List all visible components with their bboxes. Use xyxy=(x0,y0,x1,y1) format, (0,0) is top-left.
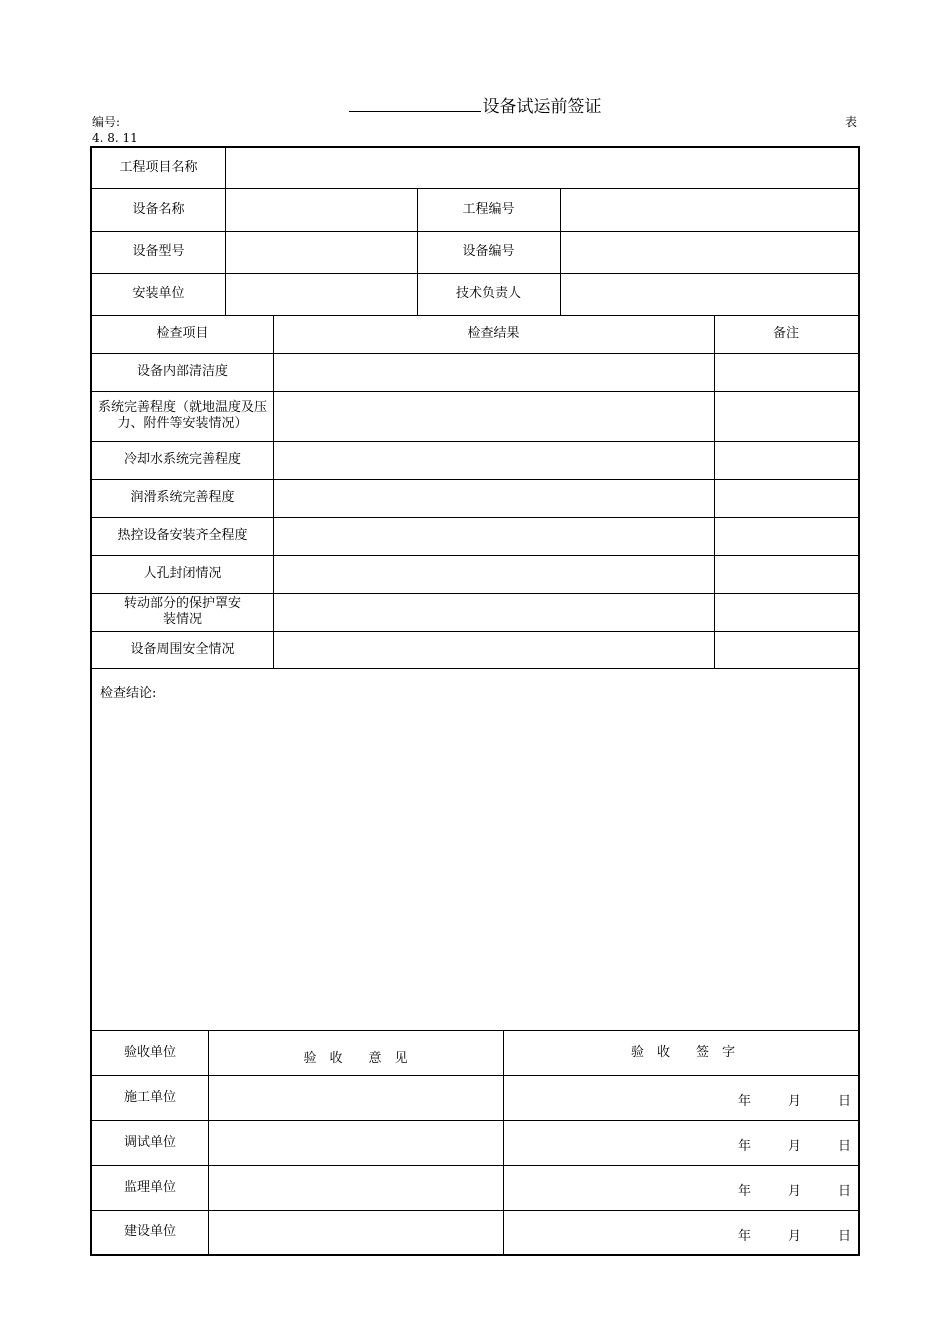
date-month: 月 xyxy=(788,1094,802,1109)
page-title xyxy=(0,92,950,117)
opinion-field[interactable] xyxy=(208,1210,503,1254)
project-number-field[interactable] xyxy=(560,188,858,231)
acceptance-unit-header: 验收单位 xyxy=(123,1044,176,1060)
date-day: 日 xyxy=(838,1094,852,1109)
check-item: 润滑系统完善程度 xyxy=(130,490,235,505)
date-year: 年 xyxy=(738,1184,752,1199)
equipment-name-label: 设备名称 xyxy=(132,201,185,217)
unit-commissioning: 调试单位 xyxy=(123,1134,176,1150)
conclusion-field[interactable] xyxy=(92,700,858,1025)
equipment-number-label: 设备编号 xyxy=(462,244,515,259)
date-day: 日 xyxy=(838,1139,852,1154)
check-item: 系统完善程度（就地温度及压力、附件等安装情况） xyxy=(98,400,268,431)
check-item: 人孔封闭情况 xyxy=(143,566,222,581)
check-item: 转动部分的保护罩安装情况 xyxy=(123,596,241,627)
install-unit-field[interactable] xyxy=(225,273,417,315)
date-year: 年 xyxy=(738,1229,752,1244)
unit-construction: 施工单位 xyxy=(123,1089,176,1105)
tech-leader-label: 技术负责人 xyxy=(455,286,521,301)
project-number-label: 工程编号 xyxy=(462,201,515,217)
col-check-result: 检查结果 xyxy=(467,326,520,341)
check-item: 设备周围安全情况 xyxy=(130,641,235,657)
number-label: 编号: xyxy=(92,115,121,129)
equipment-name-field[interactable] xyxy=(225,188,417,231)
opinion-field[interactable] xyxy=(208,1075,503,1120)
opinion-field[interactable] xyxy=(208,1120,503,1165)
equipment-number-field[interactable] xyxy=(560,231,858,273)
date-day: 日 xyxy=(838,1229,852,1244)
check-item: 热控设备安装齐全程度 xyxy=(117,528,248,543)
opinion-field[interactable] xyxy=(208,1165,503,1210)
project-name-label: 工程项目名称 xyxy=(119,160,198,175)
col-remark: 备注 xyxy=(772,326,799,341)
table-number: 4. 8. 11 xyxy=(92,131,138,145)
acceptance-sign-header: 验 收 签 字 xyxy=(631,1044,736,1060)
date-month: 月 xyxy=(788,1184,802,1199)
tech-leader-field[interactable] xyxy=(560,273,858,315)
col-check-item: 检查项目 xyxy=(156,326,209,341)
unit-supervision: 监理单位 xyxy=(123,1179,176,1195)
equipment-model-label: 设备型号 xyxy=(132,244,185,259)
date-year: 年 xyxy=(738,1094,752,1109)
install-unit-label: 安装单位 xyxy=(132,286,185,301)
date-month: 月 xyxy=(788,1139,802,1154)
equipment-model-field[interactable] xyxy=(225,231,417,273)
check-item: 冷却水系统完善程度 xyxy=(123,452,241,467)
unit-owner: 建设单位 xyxy=(123,1224,176,1239)
project-name-field[interactable] xyxy=(225,148,858,188)
date-day: 日 xyxy=(838,1184,852,1199)
title-blank-line xyxy=(349,97,481,112)
check-item: 设备内部清洁度 xyxy=(136,364,228,379)
conclusion-label: 检查结论: xyxy=(100,686,157,701)
form-table xyxy=(90,146,860,1256)
date-year: 年 xyxy=(738,1139,752,1154)
table-label: 表 xyxy=(845,115,858,129)
acceptance-opinion-header: 验 收 意 见 xyxy=(303,1050,408,1066)
title-text: 设备试运前签证 xyxy=(482,97,602,117)
date-month: 月 xyxy=(788,1229,802,1244)
